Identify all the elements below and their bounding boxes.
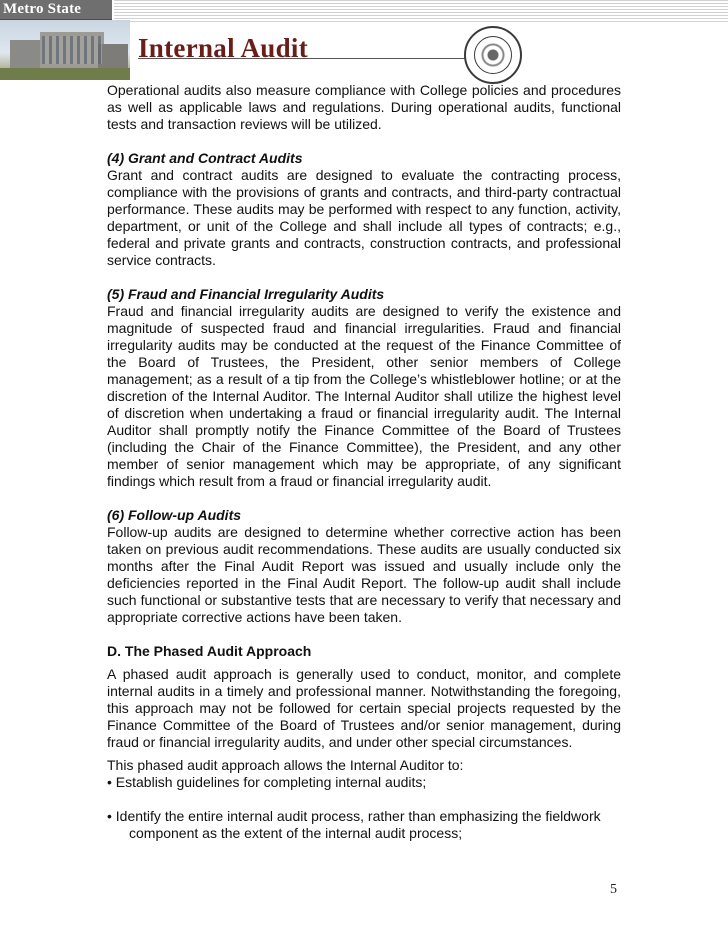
header-stripes bbox=[114, 0, 728, 24]
bullet-item-continuation: component as the extent of the internal audit process; bbox=[129, 825, 463, 841]
allows-intro: This phased audit approach allows the Internal Auditor to: bbox=[107, 757, 464, 773]
fraud-audits-paragraph: Fraud and financial irregularity audits are designed to verify the existence and magnitude of suspected fraud and financial irregularities. Fraud and financial irregularity audits may be conducted at the request of the Finance Committee of the Board of Trustees, the President, other senior members of College management; as a result of a tip from the College’s whistleblower hotline; or at the discretion of the Internal Auditor. The Internal Auditor shall utilize the highest level of discretion when undertaking a fraud or financial irregularity audit. The Internal Auditor shall promptly notify the Finance Committee of the Board of Trustees (including the Chair of the Finance Committee), the President, and any other member of senior management which may be appropriate, of any significant findings which result from a fraud or financial irregularity audit. bbox=[107, 303, 621, 489]
grant-audits-heading: (4) Grant and Contract Audits bbox=[107, 150, 303, 166]
document-body bbox=[107, 82, 621, 842]
page-number: 5 bbox=[610, 882, 617, 897]
bullet-item: • Establish guidelines for completing internal audits; bbox=[107, 774, 427, 790]
followup-audits-heading: (6) Follow-up Audits bbox=[107, 507, 242, 523]
college-seal-icon bbox=[464, 26, 522, 84]
phased-approach-heading: D. The Phased Audit Approach bbox=[107, 643, 312, 659]
header-title: Internal Audit bbox=[138, 33, 308, 63]
fraud-audits-heading: (5) Fraud and Financial Irregularity Audits bbox=[107, 286, 385, 302]
building-windows bbox=[42, 36, 102, 64]
phased-approach-paragraph: A phased audit approach is generally used to conduct, monitor, and complete internal audits in a timely and professional manner. Notwithstanding the foregoing, this approach may not be followed for certain special projects requested by the Finance Committee of the Board of Trustees and/or senior management, during fraud or financial irregularity audits, and under other special circumstances. bbox=[107, 666, 621, 750]
brand-name: Metro State bbox=[3, 1, 82, 17]
page-header bbox=[0, 0, 728, 82]
seal-emblem bbox=[474, 36, 512, 74]
followup-audits-paragraph: Follow-up audits are designed to determine whether corrective action has been taken on previous audit recommendations. These audits are usually conducted six months after the Final Audit Report was issued and usually include only the deficiencies reported in the Final Audit Report. The follow-up audit shall include such functional or substantive tests that are necessary to verify that necessary and appropriate corrective actions have been taken. bbox=[107, 524, 621, 625]
grant-audits-paragraph: Grant and contract audits are designed to evaluate the contracting process, compliance with the provisions of grants and contracts, and third-party contractual performance. These audits may be performed with respect to any function, activity, department, or unit of the College and shall include all types of contracts; e.g., federal and private grants and contracts, construction contracts, and professional service contracts. bbox=[107, 167, 621, 268]
ground bbox=[0, 68, 130, 80]
intro-paragraph: Operational audits also measure compliance with College policies and procedures as well as applicable laws and regulations. During operational audits, functional tests and transaction reviews will be utilized. bbox=[107, 82, 621, 132]
campus-photo bbox=[0, 20, 130, 80]
title-rule bbox=[138, 58, 468, 59]
brand-bar bbox=[0, 0, 112, 20]
building-shape bbox=[98, 44, 128, 68]
bullet-item: • Identify the entire internal audit process, rather than emphasizing the fieldwork bbox=[107, 808, 601, 824]
